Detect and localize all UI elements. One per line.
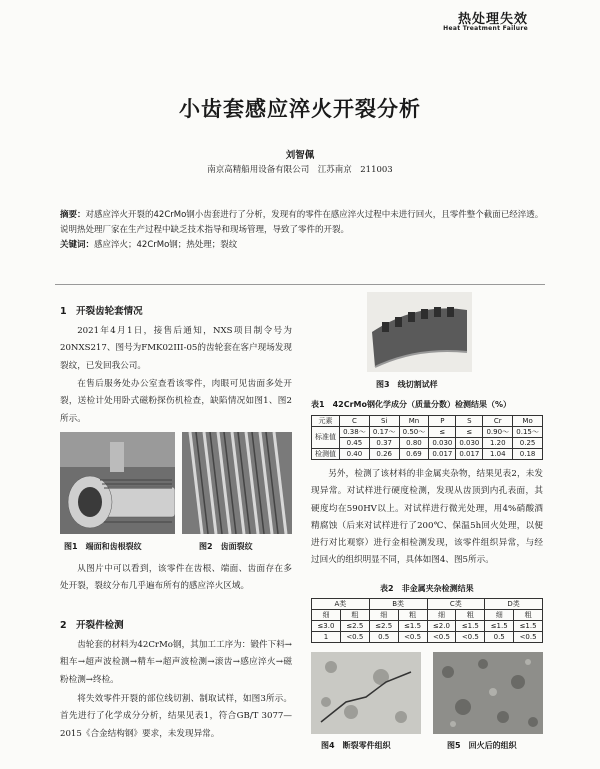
table-cell: ≤1.5: [514, 621, 543, 632]
table-2-caption: 表2 非金属夹杂检测结果: [380, 584, 474, 593]
table-2-group: A类: [312, 599, 370, 610]
journal-name-cn: 热处理失效: [457, 12, 528, 27]
table-1-standard-label: 标准值: [312, 427, 340, 449]
table-1-header: 元素: [312, 416, 340, 427]
table-cell: 细: [312, 610, 341, 621]
article-author: 刘智佩: [285, 150, 315, 161]
figure-5-image: [433, 652, 543, 734]
table-1-header-row: [312, 416, 543, 427]
table-cell: 细: [427, 610, 456, 621]
table-cell: 0.90～: [483, 427, 513, 438]
section1-heading: 1 开裂齿轮套情况: [60, 306, 143, 317]
table-2-standard-row: [312, 621, 543, 632]
table-cell: 0.50～: [399, 427, 429, 438]
table-1: [311, 415, 543, 460]
figure-3-image: [367, 292, 472, 372]
table-cell: 0.38～: [340, 427, 370, 438]
figure-1-caption: 图1 端面和齿根裂纹: [64, 542, 142, 551]
table-cell: ≤1.5: [456, 621, 485, 632]
table-cell: ≤: [429, 427, 456, 438]
keywords-label: 关键词：: [60, 240, 95, 250]
figure-1-image: [60, 432, 175, 534]
table-cell: <0.5: [398, 632, 427, 643]
section2-paragraph-1: 齿轮套的材料为42CrMo钢，其加工工序为：锻件下料→粗车→超声波检测→精车→超声波检测→滚齿→感应淬火→磁粉检测→终检。: [60, 640, 292, 685]
table-1-measured-label: 检测值: [312, 449, 340, 460]
table-2-measured-row: [312, 632, 543, 643]
table-cell: 0.15～: [513, 427, 543, 438]
figure-5-caption: 图5 回火后的组织: [447, 741, 517, 750]
table-cell: 0.030: [456, 438, 483, 449]
figure-3-caption: 图3 线切割试样: [376, 380, 438, 389]
section1-paragraph-2: 在售后服务处办公室查看该零件，肉眼可见齿面多处开裂，送检计处用卧式磁粉探伤机检查，缺陷情况如图1、图2所示。: [60, 379, 292, 424]
table-1-header: Mn: [399, 416, 429, 427]
section1-paragraph-1: 2021年4月1日，接售后通知，NXS项目制令号为20NXS217、图号为FMK02III-05的齿轮套在客户现场发现裂纹，已发回我公司。: [60, 326, 292, 371]
keywords-text: 感应淬火；42CrMo钢；热处理；裂纹: [94, 240, 238, 250]
figure-2-image: [182, 432, 292, 534]
table-2-group-row: [312, 599, 543, 610]
figure-2-caption: 图2 齿面裂纹: [199, 542, 253, 551]
abstract-label: 摘要：: [60, 210, 86, 220]
table-1-header: Cr: [483, 416, 513, 427]
table-cell: 0.69: [399, 449, 429, 460]
table-cell: ≤: [456, 427, 483, 438]
table-2-group: C类: [427, 599, 485, 610]
table-cell: 0.45: [340, 438, 370, 449]
table-cell: 细: [485, 610, 514, 621]
table-cell: 粗: [514, 610, 543, 621]
figure-4-caption: 图4 断裂零件组织: [321, 741, 391, 750]
table-cell: 0.17～: [369, 427, 399, 438]
table-cell: 1.20: [483, 438, 513, 449]
table-cell: 粗: [456, 610, 485, 621]
abstract-text: 对感应淬火开裂的42CrMo钢小齿套进行了分析，发现有的零件在感应淬火过程中未进行回火，且零件整个截面已经淬透。说明热处理厂家在生产过程中缺乏技术指导和现场管理，导致了零件的开裂。: [60, 210, 544, 235]
table-2-group: D类: [485, 599, 543, 610]
article-title: 小齿套感应淬火开裂分析: [179, 97, 421, 121]
table-cell: 粗: [398, 610, 427, 621]
table-cell: 0.80: [399, 438, 429, 449]
abstract: [60, 208, 544, 238]
table-cell: 0.37: [369, 438, 399, 449]
table-1-header: C: [340, 416, 370, 427]
table-cell: 0.017: [429, 449, 456, 460]
right-paragraph-1: 另外，检测了该材料的非金属夹杂物，结果见表2，未发现异常。对试样进行硬度检测，发现从齿顶到内孔表面，其硬度均在590HV以上。对试样进行微光处理，用4%硝酸酒精腐蚀（后来对试样进行了200℃、保温5h回火处理，以便进行对比观察）进行金相检测发现，该零件组织异常，与经过回火的组织明显不同，具体如图4、图5所示。: [311, 469, 543, 566]
table-cell: 0.18: [513, 449, 543, 460]
table-cell: 0.017: [456, 449, 483, 460]
table-cell: ≤1.5: [485, 621, 514, 632]
table-cell: 1.04: [483, 449, 513, 460]
table-cell: 0.5: [369, 632, 398, 643]
table-2-group: B类: [369, 599, 427, 610]
table-cell: ≤2.5: [369, 621, 398, 632]
divider: [55, 284, 545, 285]
table-cell: 0.25: [513, 438, 543, 449]
table-1-measured-row: [312, 449, 543, 460]
table-1-standard-row-bottom: [312, 438, 543, 449]
table-cell: <0.5: [340, 632, 369, 643]
table-1-caption: 表1 42CrMo钢化学成分（质量分数）检测结果（%）: [311, 400, 511, 409]
table-1-standard-row-top: [312, 427, 543, 438]
table-cell: ≤3.0: [312, 621, 341, 632]
table-cell: ≤1.5: [398, 621, 427, 632]
journal-name-en: Heat Treatment Failure: [443, 25, 528, 32]
article-affiliation: 南京高精船用设备有限公司 江苏南京 211003: [207, 165, 393, 175]
section2-heading: 2 开裂件检测: [60, 620, 124, 631]
table-1-header: P: [429, 416, 456, 427]
table-cell: <0.5: [456, 632, 485, 643]
table-cell: 1: [312, 632, 341, 643]
table-cell: <0.5: [427, 632, 456, 643]
table-cell: <0.5: [514, 632, 543, 643]
table-cell: 0.40: [340, 449, 370, 460]
table-cell: 粗: [340, 610, 369, 621]
table-cell: 细: [369, 610, 398, 621]
figure-4-image: [311, 652, 421, 734]
table-1-header: S: [456, 416, 483, 427]
table-cell: 0.5: [485, 632, 514, 643]
table-1-header: Mo: [513, 416, 543, 427]
table-cell: 0.030: [429, 438, 456, 449]
table-1-header: Si: [369, 416, 399, 427]
table-cell: ≤2.5: [340, 621, 369, 632]
keywords: [60, 238, 237, 250]
table-cell: 0.26: [369, 449, 399, 460]
section2-paragraph-2: 将失效零件开裂的部位线切割、制取试样，如图3所示。首先进行了化学成分分析，结果见表1，符合GB/T 3077—2015《合金结构钢》要求，未发现异常。: [60, 694, 292, 739]
table-2: [311, 598, 543, 643]
table-cell: ≤2.0: [427, 621, 456, 632]
section1-paragraph-3: 从图片中可以看到，该零件在齿根、端面、齿面存在多处开裂，裂纹分布几乎遍布所有的感应淬火区域。: [60, 564, 292, 592]
table-2-subheader-row: [312, 610, 543, 621]
